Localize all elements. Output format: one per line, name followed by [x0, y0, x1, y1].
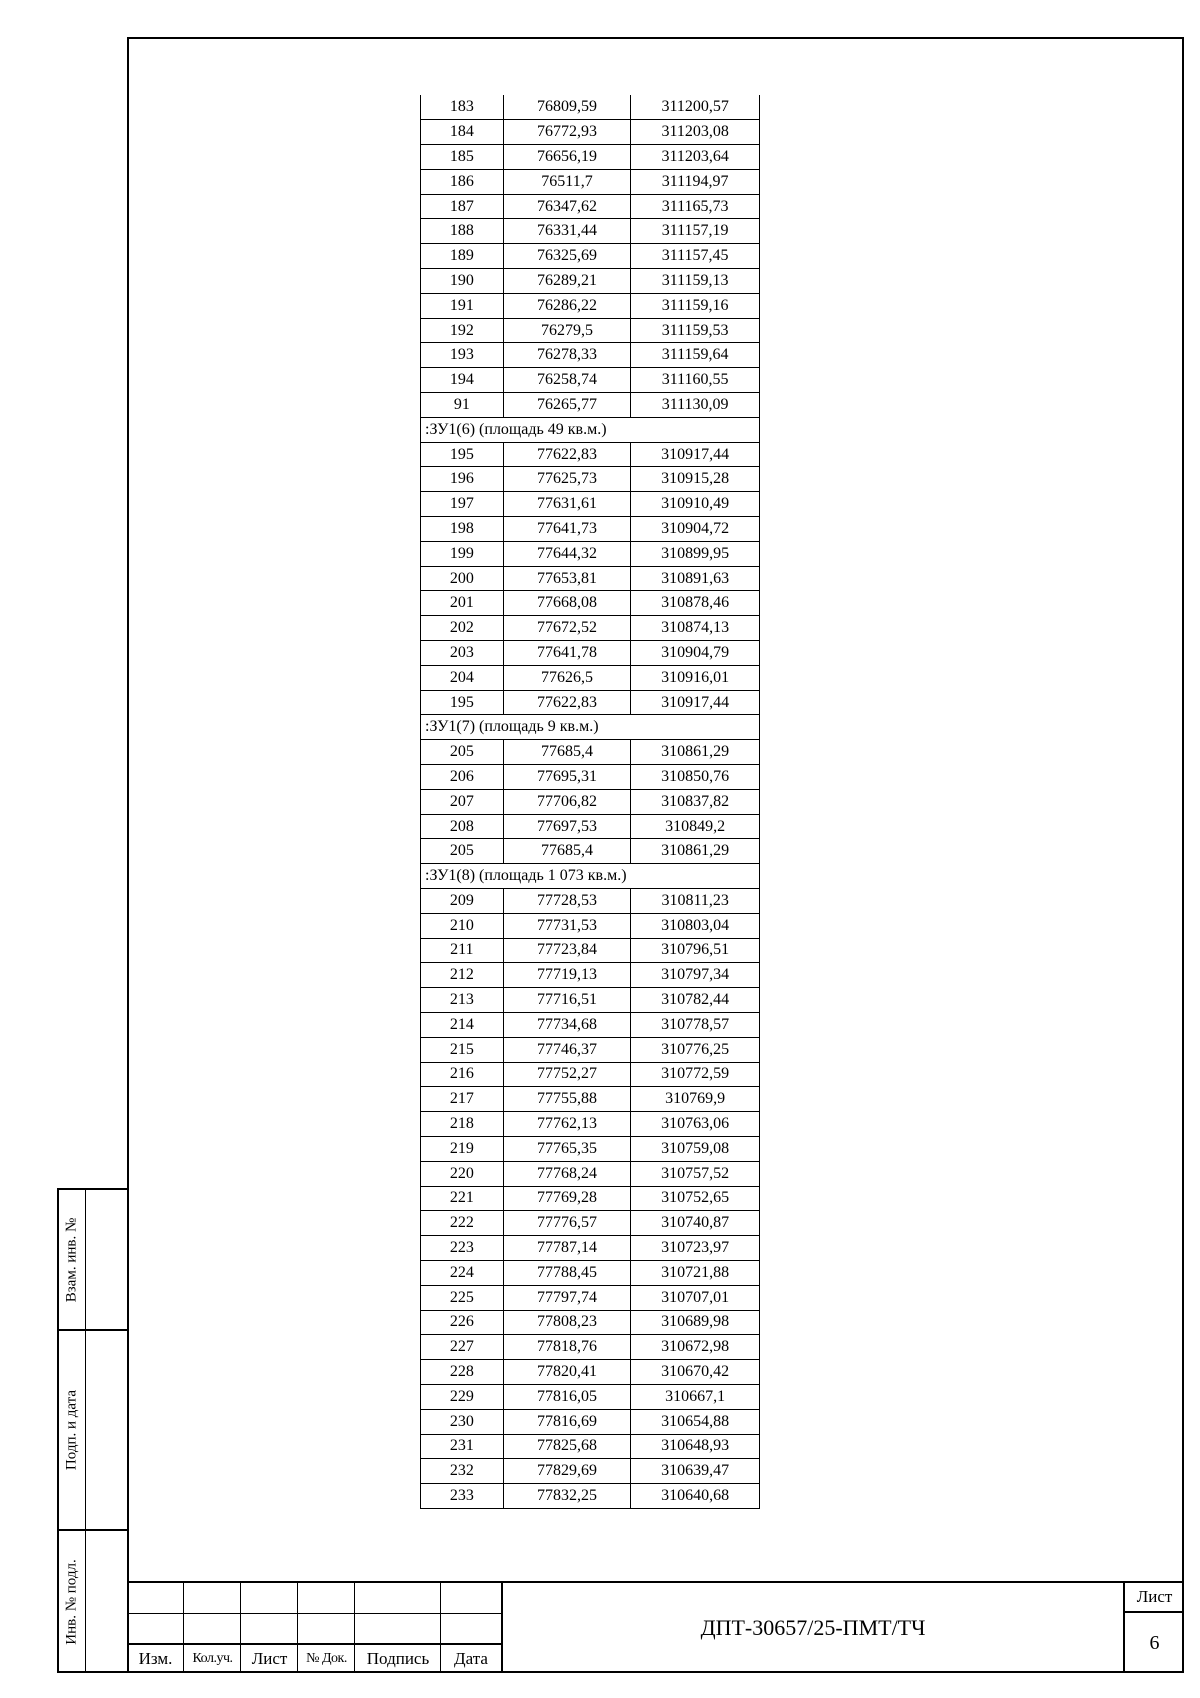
point-number: 230 [421, 1409, 504, 1434]
table-row [421, 169, 760, 194]
point-number: 224 [421, 1260, 504, 1285]
point-number: 190 [421, 269, 504, 294]
label-kol-uch: Кол.уч. [192, 1651, 233, 1666]
table-row [421, 343, 760, 368]
table-row [421, 1260, 760, 1285]
coord-y: 310640,68 [631, 1484, 760, 1509]
table-row [421, 641, 760, 666]
table-row [421, 1161, 760, 1186]
coord-y: 311165,73 [631, 194, 760, 219]
table-row [421, 740, 760, 765]
coord-y: 310752,65 [631, 1186, 760, 1211]
table-row [421, 1310, 760, 1335]
coord-x: 77769,28 [503, 1186, 631, 1211]
point-number: 187 [421, 194, 504, 219]
coord-y: 310861,29 [631, 839, 760, 864]
coord-y: 310776,25 [631, 1037, 760, 1062]
table-row [421, 913, 760, 938]
point-number: 218 [421, 1112, 504, 1137]
table-row [421, 591, 760, 616]
point-number: 228 [421, 1360, 504, 1385]
coord-y: 310899,95 [631, 541, 760, 566]
side-cell-podp [59, 1331, 127, 1531]
coord-y: 310759,08 [631, 1136, 760, 1161]
point-number: 196 [421, 467, 504, 492]
table-row [421, 839, 760, 864]
coord-x: 77797,74 [503, 1285, 631, 1310]
point-number: 91 [421, 393, 504, 418]
coord-x: 77716,51 [503, 988, 631, 1013]
coord-y: 310689,98 [631, 1310, 760, 1335]
table-row [421, 1285, 760, 1310]
side-label-vzam-inv: Взам. инв. № [63, 1217, 80, 1302]
coord-x: 77818,76 [503, 1335, 631, 1360]
table-row [421, 789, 760, 814]
table-row [421, 1335, 760, 1360]
coord-y: 310654,88 [631, 1409, 760, 1434]
point-number: 229 [421, 1384, 504, 1409]
coord-y: 310721,88 [631, 1260, 760, 1285]
point-number: 231 [421, 1434, 504, 1459]
point-number: 233 [421, 1484, 504, 1509]
coord-x: 76347,62 [503, 194, 631, 219]
coord-x: 77808,23 [503, 1310, 631, 1335]
table-row [421, 1360, 760, 1385]
coord-y: 310916,01 [631, 665, 760, 690]
coord-x: 77768,24 [503, 1161, 631, 1186]
side-cell-inv [59, 1531, 127, 1673]
coord-x: 77762,13 [503, 1112, 631, 1137]
table-row [421, 988, 760, 1013]
table-row [421, 1136, 760, 1161]
coord-x: 77788,45 [503, 1260, 631, 1285]
point-number: 198 [421, 517, 504, 542]
table-row [421, 1037, 760, 1062]
coord-y: 310878,46 [631, 591, 760, 616]
point-number: 184 [421, 120, 504, 145]
coord-y: 310639,47 [631, 1459, 760, 1484]
coord-x: 77626,5 [503, 665, 631, 690]
side-label-inv-podl: Инв. № подл. [63, 1559, 80, 1645]
point-number: 203 [421, 641, 504, 666]
coord-y: 310904,72 [631, 517, 760, 542]
point-number: 206 [421, 765, 504, 790]
coord-x: 76265,77 [503, 393, 631, 418]
table-row [421, 938, 760, 963]
point-number: 195 [421, 690, 504, 715]
table-row [421, 393, 760, 418]
coord-x: 77816,69 [503, 1409, 631, 1434]
coord-x: 77829,69 [503, 1459, 631, 1484]
point-number: 199 [421, 541, 504, 566]
point-number: 223 [421, 1236, 504, 1261]
coord-y: 310850,76 [631, 765, 760, 790]
table-row [421, 269, 760, 294]
coord-y: 310917,44 [631, 690, 760, 715]
sheet-box [1123, 1583, 1184, 1673]
coord-y: 310910,49 [631, 492, 760, 517]
coord-x: 76278,33 [503, 343, 631, 368]
coord-x: 77641,78 [503, 641, 631, 666]
coord-x: 77641,73 [503, 517, 631, 542]
coord-x: 77685,4 [503, 740, 631, 765]
coord-y: 310874,13 [631, 616, 760, 641]
coord-x: 77752,27 [503, 1062, 631, 1087]
table-row [421, 1459, 760, 1484]
table-row [421, 1409, 760, 1434]
table-row [421, 318, 760, 343]
section-header-row [421, 715, 760, 740]
coord-y: 310723,97 [631, 1236, 760, 1261]
label-data: Дата [454, 1649, 488, 1668]
point-number: 202 [421, 616, 504, 641]
coord-y: 310811,23 [631, 889, 760, 914]
point-number: 214 [421, 1012, 504, 1037]
coord-y: 310803,04 [631, 913, 760, 938]
point-number: 213 [421, 988, 504, 1013]
coord-y: 310740,87 [631, 1211, 760, 1236]
coord-x: 76279,5 [503, 318, 631, 343]
side-cell-vzam [59, 1190, 127, 1331]
table-row [421, 492, 760, 517]
coord-x: 77653,81 [503, 566, 631, 591]
table-row [421, 219, 760, 244]
point-number: 185 [421, 145, 504, 170]
side-strip [57, 1188, 127, 1673]
coord-x: 77672,52 [503, 616, 631, 641]
coord-y: 311159,64 [631, 343, 760, 368]
point-number: 200 [421, 566, 504, 591]
coord-y: 310837,82 [631, 789, 760, 814]
coord-x: 77734,68 [503, 1012, 631, 1037]
coord-x: 76809,59 [503, 95, 631, 120]
point-number: 225 [421, 1285, 504, 1310]
coord-y: 311157,19 [631, 219, 760, 244]
coord-x: 76289,21 [503, 269, 631, 294]
point-number: 211 [421, 938, 504, 963]
point-number: 195 [421, 442, 504, 467]
coord-y: 311203,08 [631, 120, 760, 145]
point-number: 212 [421, 963, 504, 988]
table-row [421, 665, 760, 690]
coord-x: 76258,74 [503, 368, 631, 393]
table-row [421, 293, 760, 318]
table-row [421, 690, 760, 715]
point-number: 226 [421, 1310, 504, 1335]
point-number: 217 [421, 1087, 504, 1112]
coord-y: 310915,28 [631, 467, 760, 492]
table-row [421, 616, 760, 641]
coord-y: 310849,2 [631, 814, 760, 839]
table-row [421, 194, 760, 219]
table-row [421, 95, 760, 120]
point-number: 215 [421, 1037, 504, 1062]
label-podpis: Подпись [366, 1649, 430, 1668]
point-number: 186 [421, 169, 504, 194]
coord-x: 77719,13 [503, 963, 631, 988]
table-row [421, 1434, 760, 1459]
table-row [421, 244, 760, 269]
label-izm: Изм. [138, 1649, 173, 1668]
coord-y: 310782,44 [631, 988, 760, 1013]
document-code: ДПТ-30657/25-ПМТ/ТЧ [700, 1615, 926, 1640]
point-number: 192 [421, 318, 504, 343]
point-number: 208 [421, 814, 504, 839]
table-row [421, 467, 760, 492]
table-row [421, 1236, 760, 1261]
point-number: 189 [421, 244, 504, 269]
table-row [421, 541, 760, 566]
coord-x: 77706,82 [503, 789, 631, 814]
coord-x: 76325,69 [503, 244, 631, 269]
section-header-row [421, 864, 760, 889]
coord-x: 77787,14 [503, 1236, 631, 1261]
coord-x: 77668,08 [503, 591, 631, 616]
coord-x: 77832,25 [503, 1484, 631, 1509]
coord-y: 310796,51 [631, 938, 760, 963]
coord-y: 310648,93 [631, 1434, 760, 1459]
table-row [421, 1012, 760, 1037]
table-row [421, 1186, 760, 1211]
coord-x: 77723,84 [503, 938, 631, 963]
coord-x: 77695,31 [503, 765, 631, 790]
table-row [421, 1087, 760, 1112]
coordinates-table-body [421, 95, 760, 1508]
coord-x: 77746,37 [503, 1037, 631, 1062]
table-row [421, 1384, 760, 1409]
table-row [421, 517, 760, 542]
table-row [421, 963, 760, 988]
point-number: 222 [421, 1211, 504, 1236]
coord-x: 77820,41 [503, 1360, 631, 1385]
coord-x: 77631,61 [503, 492, 631, 517]
coord-x: 77825,68 [503, 1434, 631, 1459]
section-title: :ЗУ1(8) (площадь 1 073 кв.м.) [421, 864, 760, 889]
point-number: 227 [421, 1335, 504, 1360]
title-block-grid [127, 1583, 501, 1673]
point-number: 221 [421, 1186, 504, 1211]
sheet-number: 6 [1149, 1632, 1160, 1654]
coord-y: 310861,29 [631, 740, 760, 765]
coord-x: 77765,35 [503, 1136, 631, 1161]
coord-y: 311159,13 [631, 269, 760, 294]
point-number: 183 [421, 95, 504, 120]
coord-y: 310917,44 [631, 442, 760, 467]
coord-y: 311159,53 [631, 318, 760, 343]
coord-x: 77685,4 [503, 839, 631, 864]
coord-y: 310797,34 [631, 963, 760, 988]
table-row [421, 889, 760, 914]
point-number: 193 [421, 343, 504, 368]
coord-y: 311200,57 [631, 95, 760, 120]
point-number: 205 [421, 740, 504, 765]
label-n-dok: № Док. [306, 1651, 347, 1666]
point-number: 219 [421, 1136, 504, 1161]
table-row [421, 1112, 760, 1137]
point-number: 232 [421, 1459, 504, 1484]
point-number: 220 [421, 1161, 504, 1186]
table-row [421, 442, 760, 467]
coord-y: 310763,06 [631, 1112, 760, 1137]
coord-y: 310667,1 [631, 1384, 760, 1409]
section-title: :ЗУ1(6) (площадь 49 кв.м.) [421, 417, 760, 442]
point-number: 209 [421, 889, 504, 914]
coord-y: 311194,97 [631, 169, 760, 194]
point-number: 188 [421, 219, 504, 244]
coord-x: 77644,32 [503, 541, 631, 566]
coord-x: 77625,73 [503, 467, 631, 492]
coord-y: 311159,16 [631, 293, 760, 318]
coord-y: 310769,9 [631, 1087, 760, 1112]
table-row [421, 566, 760, 591]
title-block [127, 1581, 1184, 1673]
coord-x: 76772,93 [503, 120, 631, 145]
coordinates-table [420, 95, 760, 1509]
coord-y: 310757,52 [631, 1161, 760, 1186]
coord-y: 310672,98 [631, 1335, 760, 1360]
point-number: 194 [421, 368, 504, 393]
coord-x: 76331,44 [503, 219, 631, 244]
section-header-row [421, 417, 760, 442]
point-number: 191 [421, 293, 504, 318]
table-row [421, 1062, 760, 1087]
coord-x: 77731,53 [503, 913, 631, 938]
coord-x: 77728,53 [503, 889, 631, 914]
table-row [421, 1484, 760, 1509]
coord-y: 310904,79 [631, 641, 760, 666]
table-row [421, 120, 760, 145]
point-number: 197 [421, 492, 504, 517]
coord-y: 310772,59 [631, 1062, 760, 1087]
table-row [421, 765, 760, 790]
sheet-label: Лист [1125, 1583, 1184, 1613]
point-number: 204 [421, 665, 504, 690]
coord-y: 310670,42 [631, 1360, 760, 1385]
coord-x: 77816,05 [503, 1384, 631, 1409]
coord-y: 311157,45 [631, 244, 760, 269]
section-title: :ЗУ1(7) (площадь 9 кв.м.) [421, 715, 760, 740]
coord-x: 77776,57 [503, 1211, 631, 1236]
point-number: 207 [421, 789, 504, 814]
coord-y: 311160,55 [631, 368, 760, 393]
label-list: Лист [251, 1649, 288, 1668]
table-row [421, 368, 760, 393]
point-number: 201 [421, 591, 504, 616]
point-number: 210 [421, 913, 504, 938]
table-row [421, 145, 760, 170]
coord-x: 77622,83 [503, 690, 631, 715]
coord-y: 311203,64 [631, 145, 760, 170]
side-label-podp-data: Подп. и дата [63, 1389, 80, 1471]
coord-x: 77755,88 [503, 1087, 631, 1112]
table-row [421, 1211, 760, 1236]
point-number: 205 [421, 839, 504, 864]
coord-x: 77697,53 [503, 814, 631, 839]
coord-x: 76286,22 [503, 293, 631, 318]
coord-y: 310891,63 [631, 566, 760, 591]
point-number: 216 [421, 1062, 504, 1087]
coord-y: 310778,57 [631, 1012, 760, 1037]
coord-x: 76511,7 [503, 169, 631, 194]
coord-y: 311130,09 [631, 393, 760, 418]
coord-x: 76656,19 [503, 145, 631, 170]
coord-y: 310707,01 [631, 1285, 760, 1310]
table-row [421, 814, 760, 839]
coord-x: 77622,83 [503, 442, 631, 467]
